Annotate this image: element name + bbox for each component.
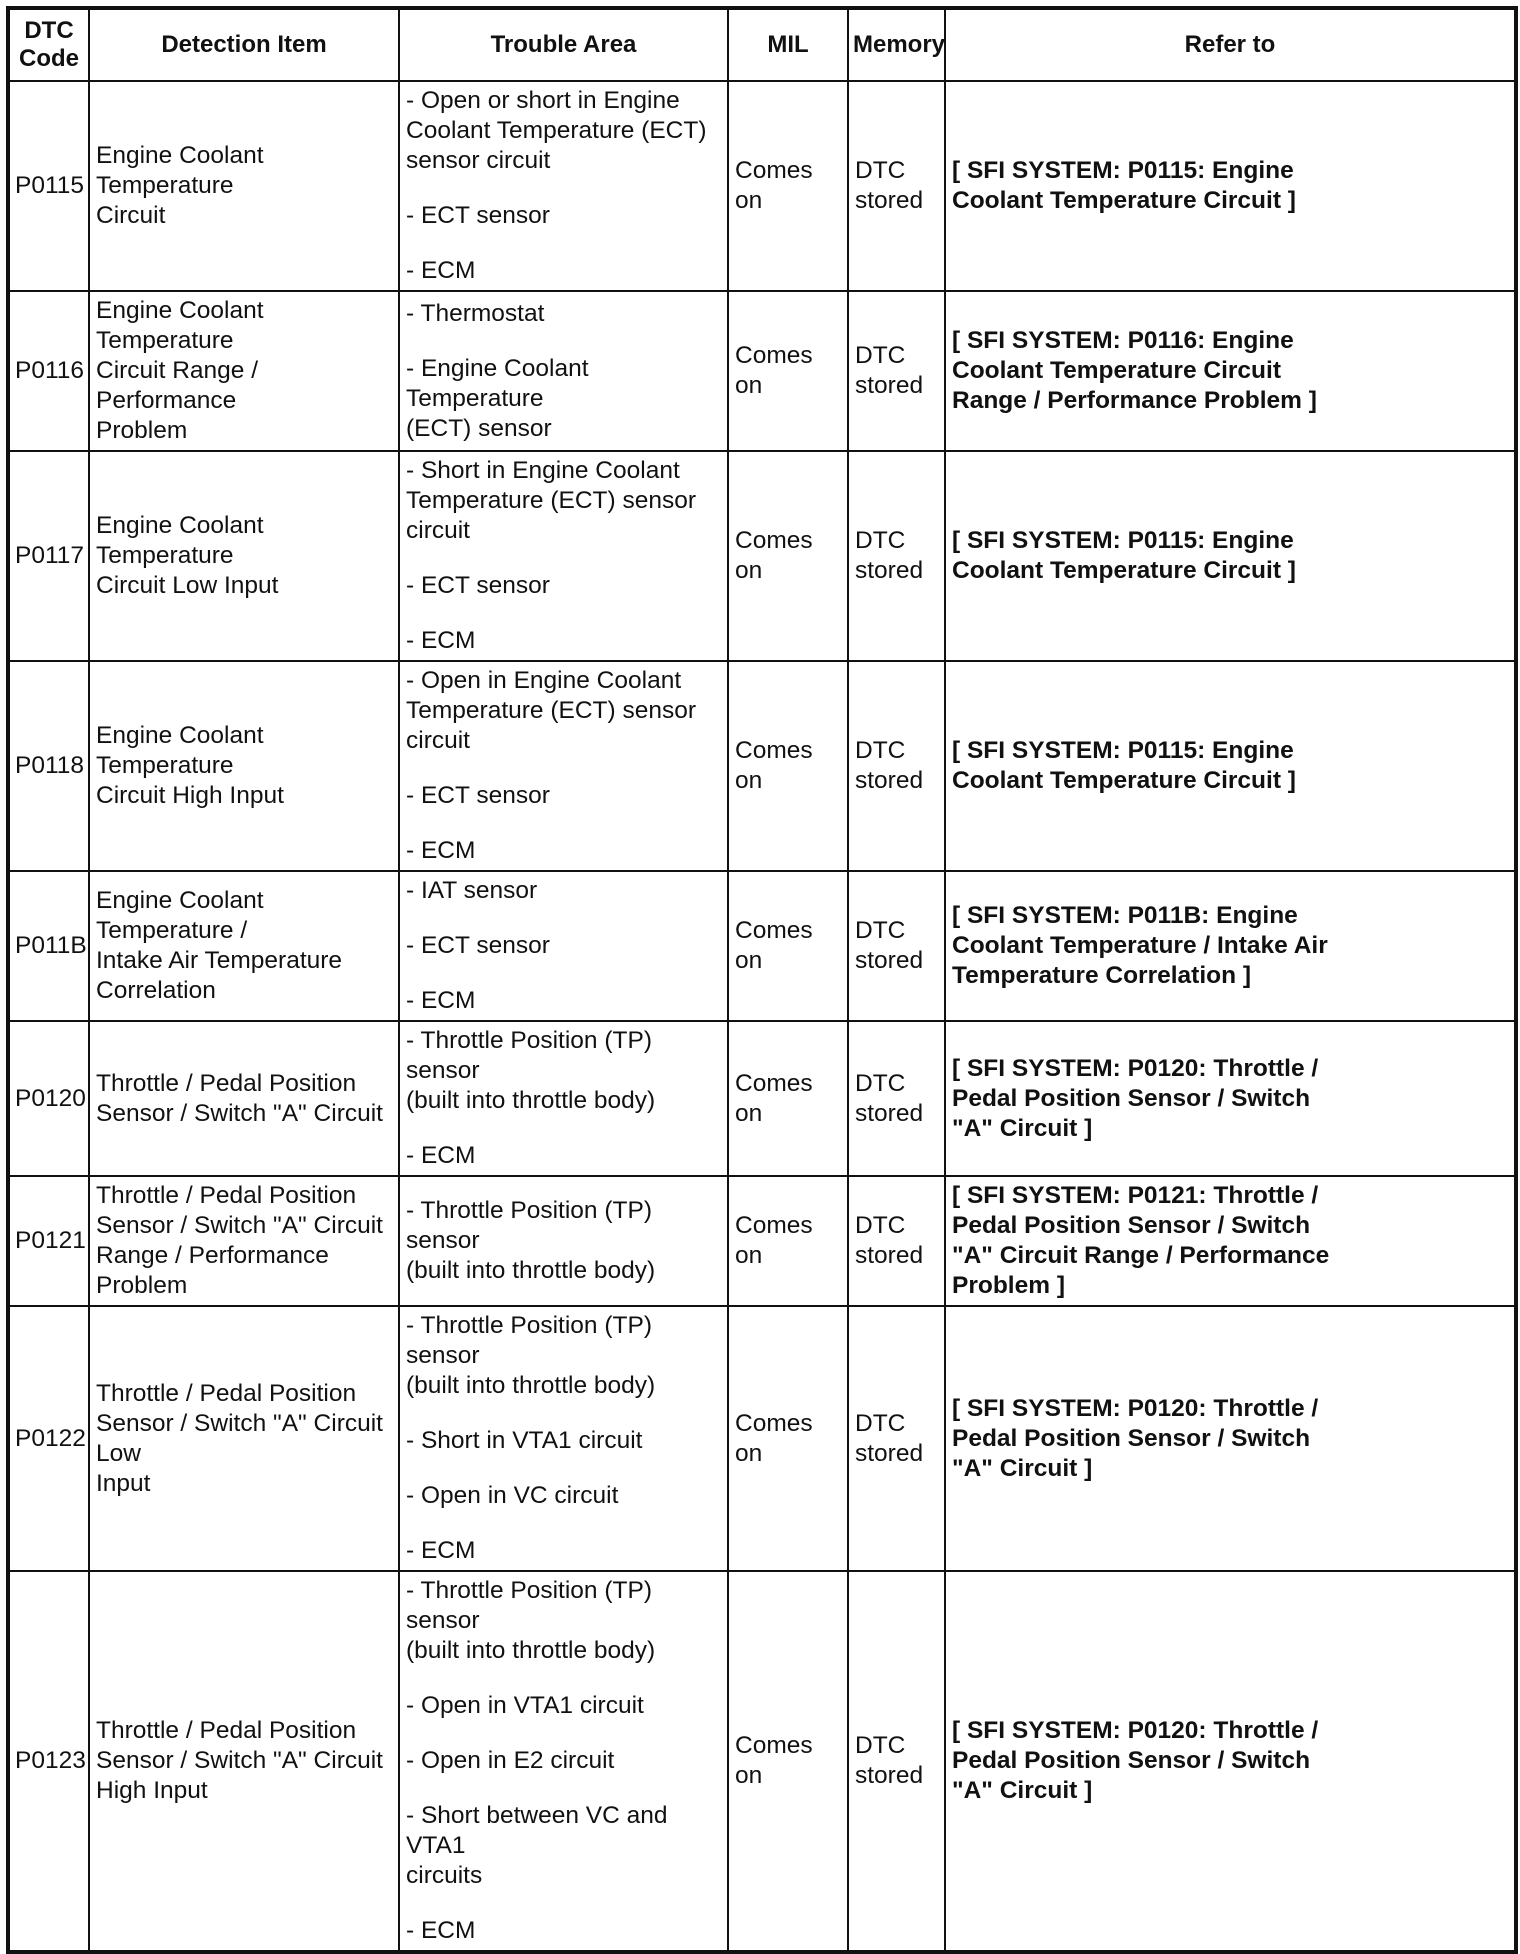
table-row [8, 291, 1516, 451]
trouble-area-item: - IAT sensor [406, 877, 538, 904]
trouble-area-item: - Short in Engine Coolant Temperature (ECT) sensor circuit [406, 457, 697, 544]
dtc-code-cell: P0120 [8, 1021, 89, 1176]
trouble-area-item: - Open in VTA1 circuit [406, 1692, 644, 1719]
table-row [8, 1571, 1516, 1952]
table-row [8, 871, 1516, 1021]
table-row [8, 1176, 1516, 1306]
trouble-area-cell [399, 451, 728, 661]
detection-item-cell: Throttle / Pedal Position Sensor / Switch "A" Circuit Range / Performance Problem [89, 1176, 399, 1306]
trouble-area-cell [399, 1176, 728, 1306]
detection-item-cell: Engine Coolant Temperature Circuit Low Input [89, 451, 399, 661]
header-detection-item: Detection Item [89, 8, 399, 81]
mil-cell: Comes on [728, 451, 848, 661]
trouble-area-item: - ECT sensor [406, 782, 550, 809]
refer-to-cell: [ SFI SYSTEM: P0120: Throttle / Pedal Position Sensor / Switch "A" Circuit ] [945, 1306, 1516, 1571]
dtc-code-cell: P011B [8, 871, 89, 1021]
memory-cell: DTC stored [848, 81, 945, 291]
detection-item-cell: Engine Coolant Temperature / Intake Air Temperature Correlation [89, 871, 399, 1021]
mil-cell: Comes on [728, 871, 848, 1021]
table-row [8, 1306, 1516, 1571]
memory-cell: DTC stored [848, 871, 945, 1021]
trouble-area-item: - ECM [406, 627, 476, 654]
memory-cell: DTC stored [848, 1571, 945, 1952]
trouble-area-item: - Engine Coolant Temperature (ECT) sensor [406, 354, 589, 442]
trouble-area-cell [399, 871, 728, 1021]
dtc-document [6, 6, 1514, 1954]
memory-cell: DTC stored [848, 1306, 945, 1571]
detection-item-cell: Throttle / Pedal Position Sensor / Switch "A" Circuit High Input [89, 1571, 399, 1952]
memory-cell: DTC stored [848, 1176, 945, 1306]
memory-cell: DTC stored [848, 1021, 945, 1176]
header-trouble-area: Trouble Area [399, 8, 728, 81]
trouble-area-cell [399, 1021, 728, 1176]
memory-cell: DTC stored [848, 291, 945, 451]
mil-cell: Comes on [728, 1306, 848, 1571]
trouble-area-item: - Throttle Position (TP) sensor (built into throttle body) [406, 1577, 656, 1664]
dtc-code-cell: P0121 [8, 1176, 89, 1306]
trouble-area-item: - Throttle Position (TP) sensor (built into throttle body) [406, 1197, 656, 1284]
dtc-code-cell: P0122 [8, 1306, 89, 1571]
mil-cell: Comes on [728, 81, 848, 291]
mil-cell: Comes on [728, 1571, 848, 1952]
header-dtc-code: DTC Code [8, 8, 89, 81]
header-memory: Memory [848, 8, 945, 81]
trouble-area-cell [399, 291, 728, 451]
mil-cell: Comes on [728, 661, 848, 871]
trouble-area-item: - ECM [406, 1917, 476, 1944]
trouble-area-item: - ECT sensor [406, 572, 550, 599]
trouble-area-item: - ECM [406, 257, 476, 284]
refer-to-cell: [ SFI SYSTEM: P0121: Throttle / Pedal Position Sensor / Switch "A" Circuit Range / Performance Problem ] [945, 1176, 1516, 1306]
dtc-table [6, 6, 1518, 1954]
detection-item-cell: Engine Coolant Temperature Circuit High Input [89, 661, 399, 871]
header-mil: MIL [728, 8, 848, 81]
refer-to-cell: [ SFI SYSTEM: P0115: Engine Coolant Temperature Circuit ] [945, 81, 1516, 291]
table-row [8, 81, 1516, 291]
trouble-area-item: - Throttle Position (TP) sensor (built into throttle body) [406, 1027, 656, 1114]
trouble-area-cell [399, 81, 728, 291]
trouble-area-item: - Open in E2 circuit [406, 1747, 615, 1774]
detection-item-cell: Engine Coolant Temperature Circuit [89, 81, 399, 291]
trouble-area-item: - Short between VC and VTA1 circuits [406, 1802, 668, 1889]
refer-to-cell: [ SFI SYSTEM: P0115: Engine Coolant Temperature Circuit ] [945, 451, 1516, 661]
trouble-area-item: - ECT sensor [406, 932, 550, 959]
trouble-area-item: - Short in VTA1 circuit [406, 1427, 643, 1454]
detection-item-cell: Throttle / Pedal Position Sensor / Switch "A" Circuit [89, 1021, 399, 1176]
detection-item-cell: Throttle / Pedal Position Sensor / Switch "A" Circuit Low Input [89, 1306, 399, 1571]
trouble-area-item: - Open or short in Engine Coolant Temperature (ECT) sensor circuit [406, 87, 707, 174]
header-refer-to: Refer to [945, 8, 1516, 81]
trouble-area-item: - Throttle Position (TP) sensor (built into throttle body) [406, 1312, 656, 1399]
table-row [8, 661, 1516, 871]
dtc-code-cell: P0116 [8, 291, 89, 451]
mil-cell: Comes on [728, 291, 848, 451]
dtc-code-cell: P0115 [8, 81, 89, 291]
trouble-area-cell [399, 661, 728, 871]
refer-to-cell: [ SFI SYSTEM: P0116: Engine Coolant Temperature Circuit Range / Performance Problem ] [945, 291, 1516, 451]
trouble-area-item: - ECT sensor [406, 202, 550, 229]
trouble-area-item: - ECM [406, 837, 476, 864]
dtc-code-cell: P0118 [8, 661, 89, 871]
trouble-area-item: - Open in VC circuit [406, 1482, 619, 1509]
memory-cell: DTC stored [848, 661, 945, 871]
dtc-code-cell: P0123 [8, 1571, 89, 1952]
refer-to-cell: [ SFI SYSTEM: P0115: Engine Coolant Temperature Circuit ] [945, 661, 1516, 871]
trouble-area-cell [399, 1571, 728, 1952]
trouble-area-cell [399, 1306, 728, 1571]
memory-cell: DTC stored [848, 451, 945, 661]
refer-to-cell: [ SFI SYSTEM: P0120: Throttle / Pedal Position Sensor / Switch "A" Circuit ] [945, 1571, 1516, 1952]
mil-cell: Comes on [728, 1176, 848, 1306]
trouble-area-item: - ECM [406, 1142, 476, 1169]
detection-item-cell: Engine Coolant Temperature Circuit Range / Performance Problem [89, 291, 399, 451]
trouble-area-item: - Thermostat [406, 299, 545, 327]
table-row [8, 1021, 1516, 1176]
header-row [8, 8, 1516, 81]
refer-to-cell: [ SFI SYSTEM: P0120: Throttle / Pedal Position Sensor / Switch "A" Circuit ] [945, 1021, 1516, 1176]
trouble-area-item: - ECM [406, 987, 476, 1014]
dtc-table-body [8, 81, 1516, 1952]
trouble-area-item: - Open in Engine Coolant Temperature (ECT) sensor circuit [406, 667, 697, 754]
trouble-area-item: - ECM [406, 1537, 476, 1564]
table-row [8, 451, 1516, 661]
dtc-code-cell: P0117 [8, 451, 89, 661]
refer-to-cell: [ SFI SYSTEM: P011B: Engine Coolant Temperature / Intake Air Temperature Correlation ] [945, 871, 1516, 1021]
mil-cell: Comes on [728, 1021, 848, 1176]
